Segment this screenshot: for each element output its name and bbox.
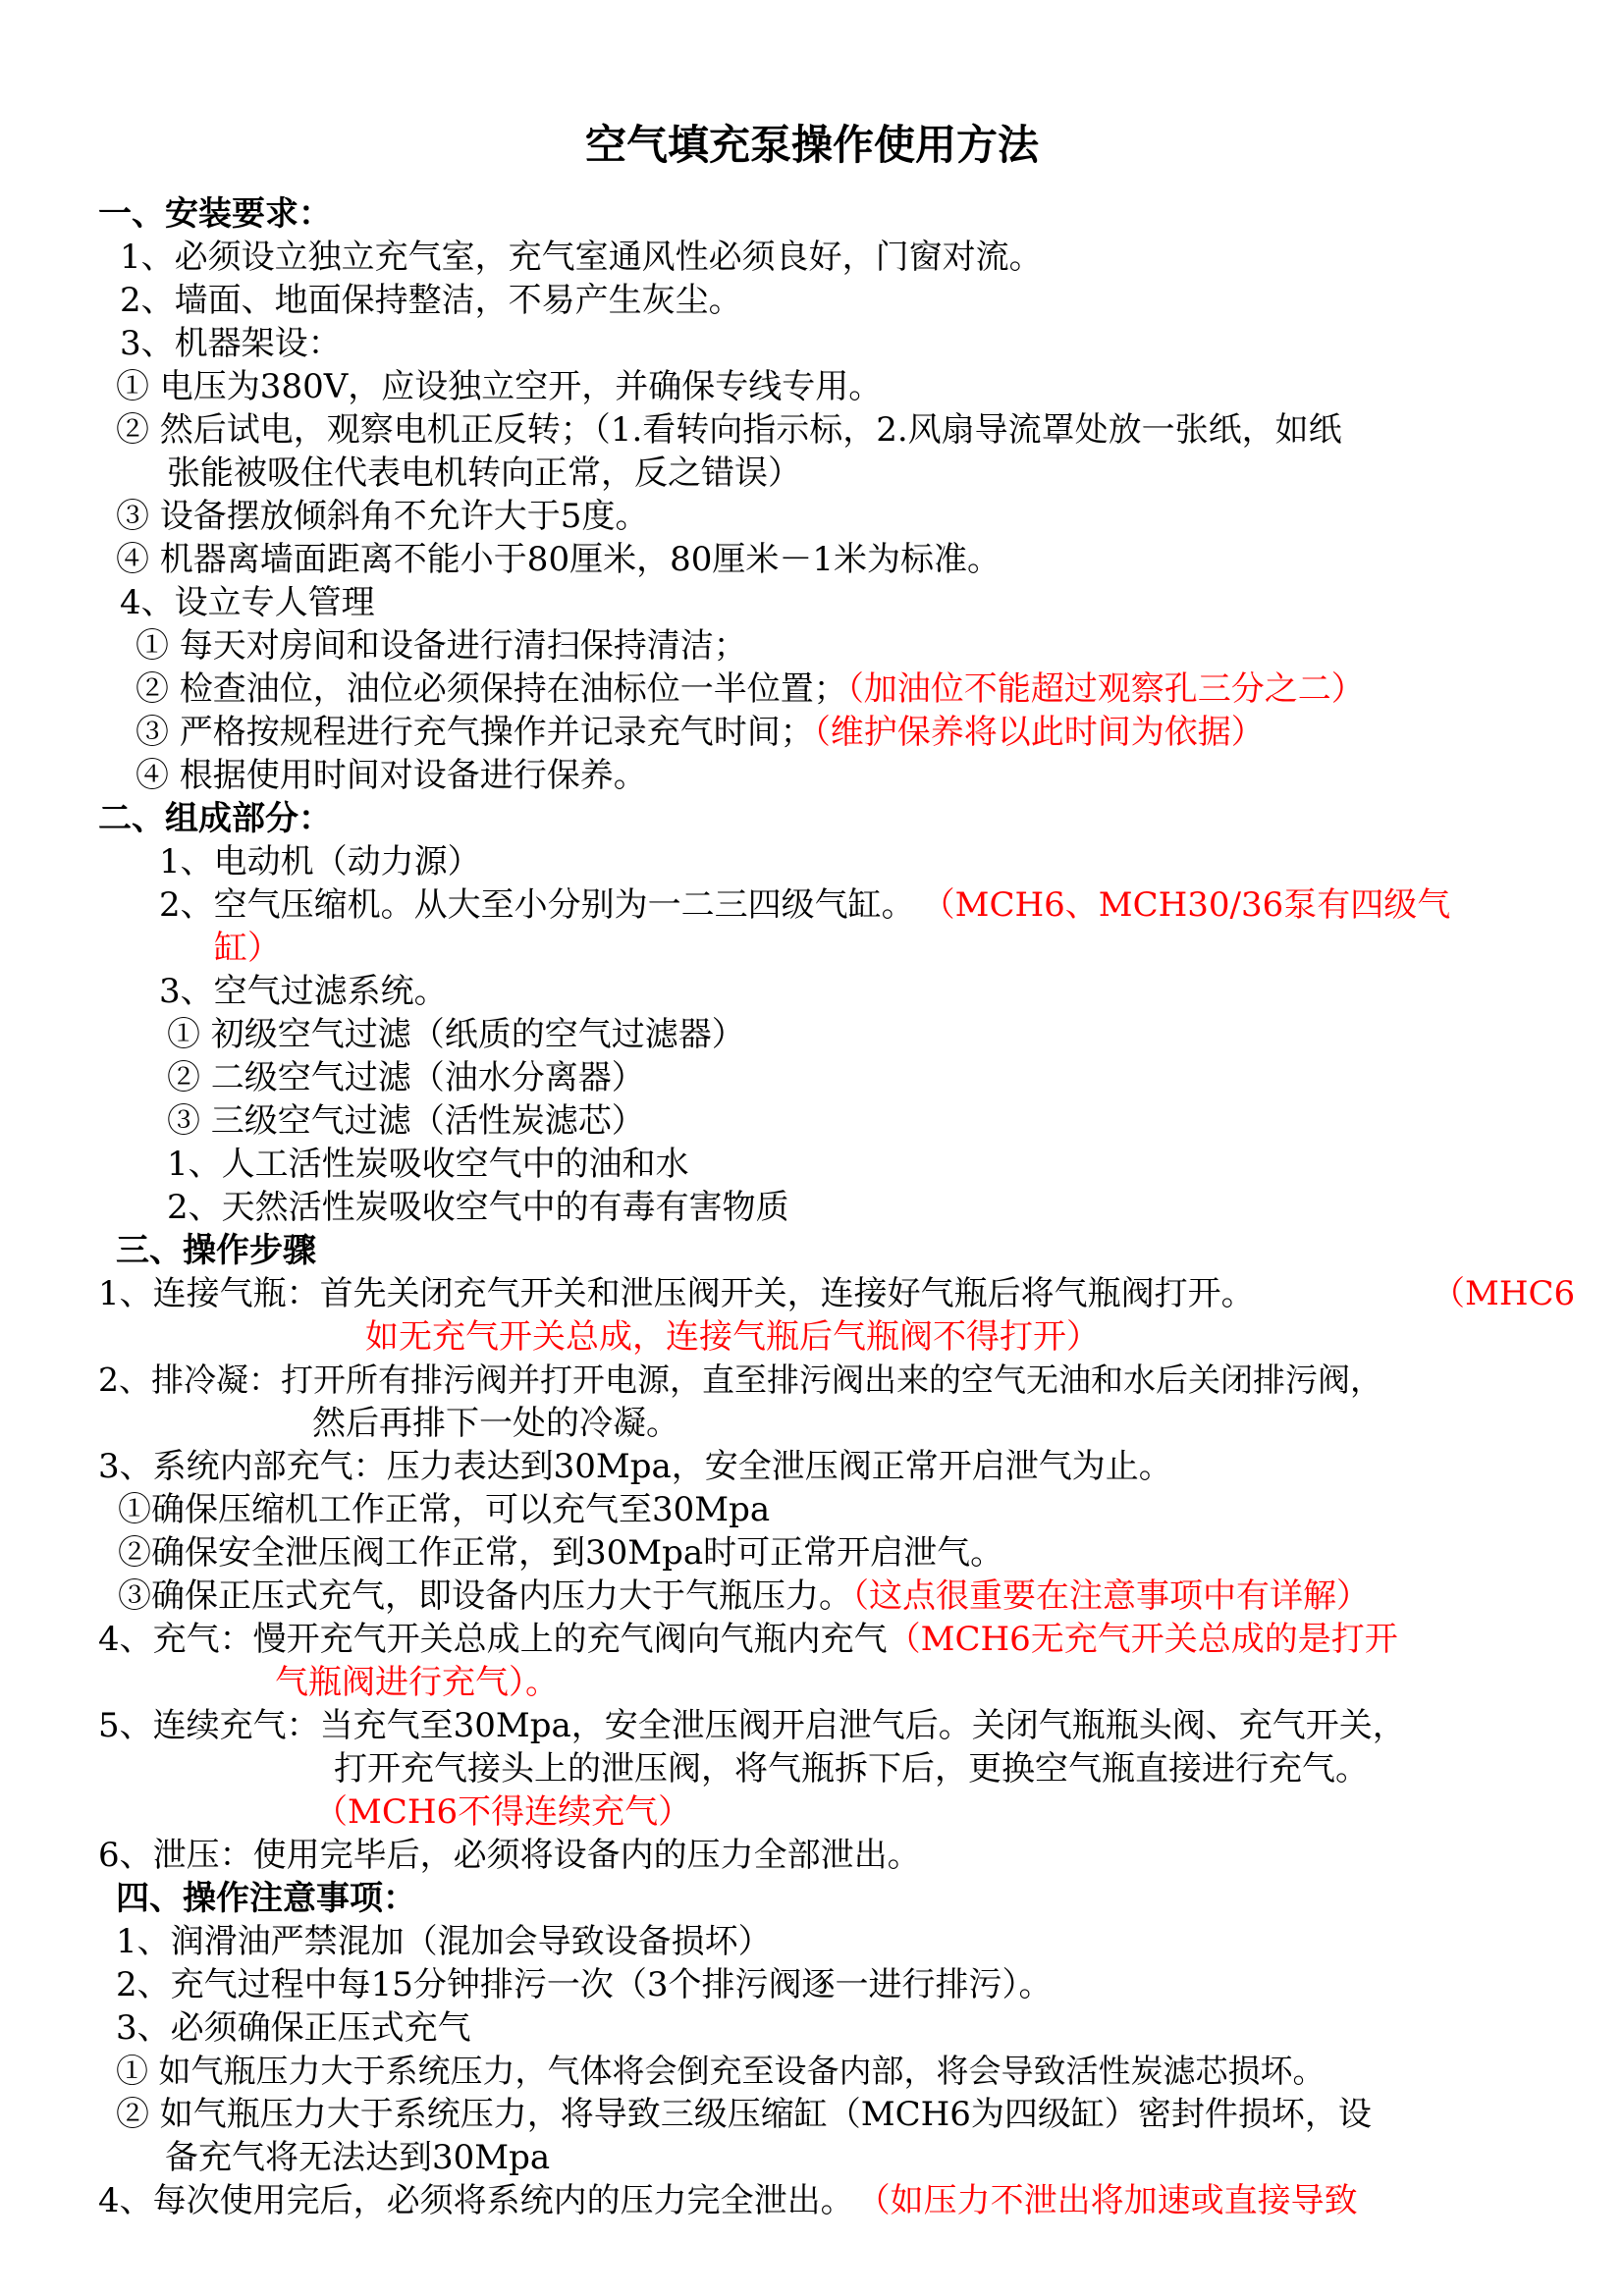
install-req-4-item-1: ① 每天对房间和设备进行清扫保持清洁； — [135, 626, 747, 666]
component-2-note-cont: 缸） — [214, 929, 281, 968]
component-2-text: 2、空气压缩机。从大至小分别为一二三四级气缸。 — [159, 885, 915, 925]
install-req-4-item-2 — [135, 667, 1365, 711]
install-req-4-item-2-note: （加油位不能超过观察孔三分之二） — [846, 669, 1365, 709]
component-2 — [159, 883, 1450, 927]
step-5-cont: 打开充气接头上的泄压阀，将气瓶拆下后，更换空气瓶直接进行充气。 — [334, 1749, 1369, 1789]
component-1: 1、电动机（动力源） — [159, 842, 481, 881]
step-3: 3、系统内部充气：压力表达到30Mpa，安全泄压阀正常开启泄气为止。 — [98, 1447, 1172, 1486]
component-3-item-3: ③ 三级空气过滤（活性炭滤芯） — [167, 1101, 645, 1141]
component-3: 3、空气过滤系统。 — [159, 972, 448, 1011]
precaution-3-item-2: ② 如气瓶压力大于系统压力，将导致三级压缩缸（MCH6为四级缸）密封件损坏，设 — [116, 2095, 1372, 2134]
install-req-1: 1、必须设立独立充气室，充气室通风性必须良好，门窗对流。 — [120, 238, 1043, 277]
step-1-note: （MHC6 — [1432, 1274, 1576, 1313]
section-heading-components: 二、组成部分： — [98, 799, 332, 838]
precaution-3: 3、必须确保正压式充气 — [116, 2008, 471, 2048]
install-req-4-item-3-note: （维护保养将以此时间为依据） — [813, 713, 1265, 752]
component-3-item-1: ① 初级空气过滤（纸质的空气过滤器） — [167, 1015, 745, 1054]
precaution-1: 1、润滑油严禁混加（混加会导致设备损坏） — [116, 1922, 772, 1961]
step-3-item-2: ②确保安全泄压阀工作正常，到30Mpa时可正常开启泄气。 — [118, 1533, 1004, 1573]
page-title: 空气填充泵操作使用方法 — [584, 121, 1039, 169]
step-4 — [98, 1618, 1398, 1661]
step-3-item-3-text: ③确保正压式充气，即设备内压力大于气瓶压力。 — [118, 1576, 852, 1616]
install-req-3: 3、机器架设： — [120, 324, 342, 363]
step-3-item-1: ①确保压缩机工作正常，可以充气至30Mpa — [118, 1490, 771, 1529]
install-req-3-item-1: ① 电压为380V，应设独立空开，并确保专线专用。 — [116, 367, 883, 406]
step-3-item-3-note: （这点很重要在注意事项中有详解） — [852, 1576, 1370, 1616]
install-req-4-item-2-text: ② 检查油位，油位必须保持在油标位一半位置； — [135, 669, 847, 709]
install-req-4-item-3 — [135, 711, 1265, 754]
step-6: 6、泄压：使用完毕后，必须将设备内的压力全部泄出。 — [98, 1836, 921, 1875]
step-4-text: 4、充气：慢开充气开关总成上的充气阀向气瓶内充气 — [98, 1620, 888, 1659]
install-req-3-item-2-cont: 张能被吸住代表电机转向正常，反之错误） — [167, 454, 801, 493]
precaution-3-item-1: ① 如气瓶压力大于系统压力，气体将会倒充至设备内部，将会导致活性炭滤芯损坏。 — [116, 2052, 1326, 2090]
install-req-3-item-3: ③ 设备摆放倾斜角不允许大于5度。 — [116, 497, 649, 536]
step-5: 5、连续充气：当充气至30Mpa，安全泄压阀开启泄气后。关闭气瓶瓶头阀、充气开关， — [98, 1706, 1406, 1745]
precaution-4-text: 4、每次使用完后，必须将系统内的压力完全泄出。 — [98, 2181, 854, 2220]
component-3-item-3-sub-2: 2、天然活性炭吸收空气中的有毒有害物质 — [167, 1188, 789, 1227]
install-req-4-item-4: ④ 根据使用时间对设备进行保养。 — [135, 756, 647, 795]
section-heading-steps: 三、操作步骤 — [116, 1231, 316, 1270]
install-req-3-item-4: ④ 机器离墙面距离不能小于80厘米，80厘米－1米为标准。 — [116, 540, 1001, 579]
step-1-note-cont: 如无充气开关总成，连接气瓶后气瓶阀不得打开） — [365, 1317, 1100, 1357]
install-req-4: 4、设立专人管理 — [120, 583, 375, 622]
component-3-item-3-sub-1: 1、人工活性炭吸收空气中的油和水 — [167, 1145, 689, 1184]
step-2: 2、排冷凝：打开所有排污阀并打开电源，直至排污阀出来的空气无油和水后关闭排污阀， — [98, 1361, 1382, 1399]
precaution-4 — [98, 2179, 1358, 2222]
component-3-item-2: ② 二级空气过滤（油水分离器） — [167, 1058, 645, 1097]
step-5-note: （MCH6不得连续充气） — [314, 1792, 692, 1832]
precaution-2: 2、充气过程中每15分钟排污一次（3个排污阀逐一进行排污）。 — [116, 1965, 1053, 2004]
step-3-item-3 — [118, 1575, 1370, 1618]
section-heading-install: 一、安装要求： — [98, 194, 332, 234]
step-1: 1、连接气瓶：首先关闭充气开关和泄压阀开关，连接好气瓶后将气瓶阀打开。 — [98, 1274, 1255, 1313]
step-4-note: （MCH6无充气开关总成的是打开 — [887, 1620, 1398, 1659]
install-req-3-item-2: ② 然后试电，观察电机正反转；（1.看转向指示标，2.风扇导流罩处放一张纸，如纸 — [116, 410, 1342, 450]
section-heading-precautions: 四、操作注意事项： — [116, 1879, 416, 1918]
install-req-4-item-3-text: ③ 严格按规程进行充气操作并记录充气时间； — [135, 713, 814, 752]
install-req-2: 2、墙面、地面保持整洁，不易产生灰尘。 — [120, 281, 742, 320]
step-2-cont: 然后再排下一处的冷凝。 — [312, 1404, 679, 1443]
step-4-note-cont: 气瓶阀进行充气）。 — [275, 1663, 559, 1702]
component-2-note: （MCH6、MCH30/36泵有四级气 — [938, 885, 1451, 925]
precaution-3-item-2-cont: 备充气将无法达到30Mpa — [165, 2138, 551, 2177]
precaution-4-note: （如压力不泄出将加速或直接导致 — [873, 2181, 1358, 2220]
